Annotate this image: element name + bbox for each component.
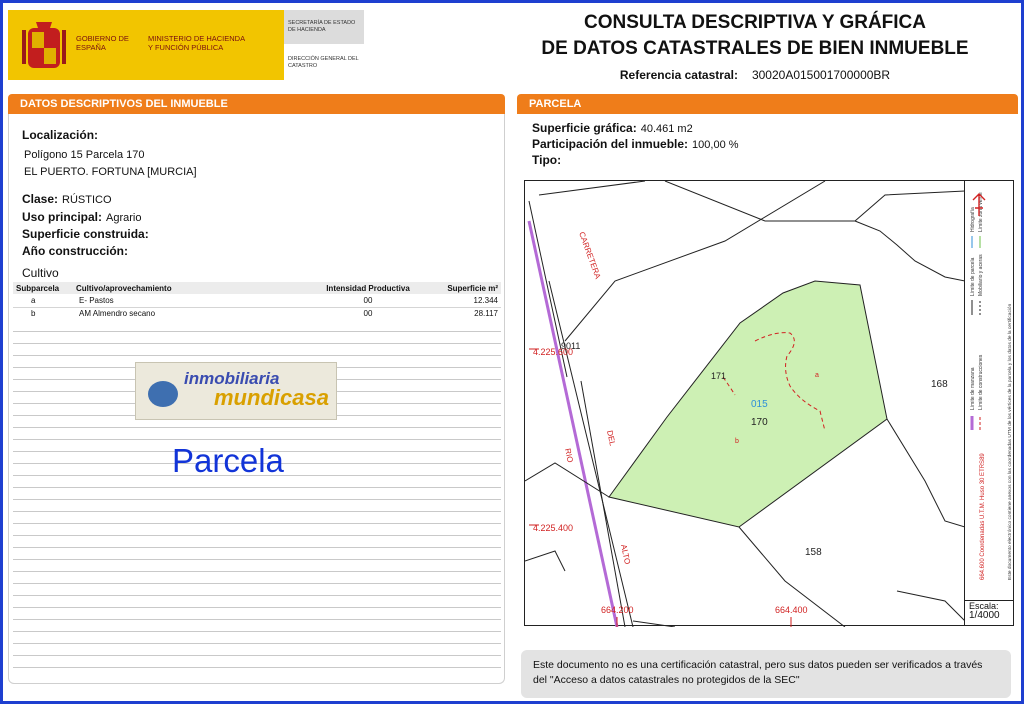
- parcel-boundary: [897, 591, 965, 621]
- secretaria-name: SECRETARÍA DE ESTADO DE HACIENDA: [288, 20, 356, 33]
- coat-of-arms-icon: [22, 20, 66, 72]
- localizacion-label: Localización:: [22, 128, 99, 142]
- cell-cultivo: AM Almendro secano: [73, 307, 318, 320]
- parcel-boundary: [633, 621, 675, 627]
- col-subparcela: Subparcela: [13, 282, 73, 294]
- parcel-boundary: [887, 419, 965, 527]
- label-coord-x2: 664.400: [775, 605, 808, 615]
- government-logo-block: [8, 10, 364, 80]
- scale-value: 1/4000: [969, 610, 1000, 621]
- page-title: [520, 10, 990, 62]
- table-row: [13, 307, 501, 320]
- legend-item: Mobiliario y aceras: [978, 254, 984, 296]
- superficie-grafica-row: [532, 121, 693, 135]
- cultivo-table: [13, 282, 501, 321]
- label-sub-b: b: [735, 438, 739, 445]
- label-158: 158: [805, 547, 822, 558]
- direccion-name: DIRECCIÓN GENERAL DEL CATASTRO: [288, 56, 359, 69]
- label-sub-a: a: [815, 372, 819, 379]
- label-168: 168: [931, 379, 948, 390]
- parcel-boundary: [855, 221, 965, 281]
- uso-value: Agrario: [106, 212, 142, 224]
- participacion-value: 100,00 %: [692, 139, 739, 151]
- disclaimer-note: Este documento no es una certificación catastral, pero sus datos pueden ser verificados a través del "Acceso a datos catastrales no protegidos de la SEC": [521, 650, 1011, 698]
- logo-text-2: mundicasa: [214, 385, 329, 410]
- tipo-label: Tipo:: [532, 153, 562, 167]
- label-9011: 9011: [561, 341, 581, 351]
- cell-intensidad: 00: [318, 307, 418, 320]
- table-row: [13, 294, 501, 307]
- table-header-row: [13, 282, 501, 294]
- col-superficie: Superficie m²: [418, 282, 501, 294]
- parcel-boundary: [525, 551, 565, 571]
- localizacion-line-1: Polígono 15 Parcela 170: [24, 149, 145, 161]
- clase-label: Clase:: [22, 192, 59, 206]
- label-rio: RIO: [563, 447, 575, 464]
- col-intensidad: Intensidad Productiva: [318, 282, 418, 294]
- cell-intensidad: 00: [318, 294, 418, 307]
- map-legend: [964, 180, 1014, 600]
- cadastral-map: [524, 180, 1014, 626]
- label-alto: ALTO: [619, 543, 633, 566]
- map-scale: [964, 600, 1014, 626]
- scale-label: Escala:: [969, 601, 999, 611]
- referencia-catastral: [520, 68, 990, 82]
- legend-item: Límite de manzana: [970, 367, 976, 410]
- label-carretera: CARRETERA: [577, 230, 603, 281]
- label-015: 015: [751, 399, 768, 410]
- label-coord-y1: 4.225.600: [533, 347, 574, 357]
- parcel-170-shape: [609, 281, 887, 527]
- legend-item: Límite de parcela: [970, 257, 976, 296]
- uso-row: [22, 210, 141, 224]
- label-coord-x1: 664.200: [601, 605, 634, 615]
- cell-superficie: 12.344: [418, 294, 501, 307]
- legend-coord-text: 664.600 Coordenadas U.T.M. Huso 30 ETRS89: [980, 453, 986, 580]
- legend-item: Hidrografía: [970, 207, 976, 232]
- gov-name: GOBIERNO DE ESPAÑA: [76, 34, 129, 52]
- title-line-2: DE DATOS CATASTRALES DE BIEN INMUEBLE: [541, 38, 969, 59]
- globe-icon: [148, 381, 178, 407]
- superficie-construida-label: Superficie construida:: [22, 227, 149, 241]
- cell-cultivo: E- Pastos: [73, 294, 318, 307]
- label-del: DEL: [605, 429, 618, 447]
- legend-drawing: [965, 180, 1015, 600]
- participacion-label: Participación del inmueble:: [532, 137, 689, 151]
- ref-value: 30020A015001700000BR: [751, 68, 891, 82]
- map-drawing: [525, 181, 965, 627]
- road-edge-line: [549, 281, 633, 627]
- cell-subparcela: b: [13, 307, 73, 320]
- legend-item: Límite zona verde: [978, 192, 984, 232]
- anio-construccion-label: Año construcción:: [22, 244, 129, 258]
- title-line-1: CONSULTA DESCRIPTIVA Y GRÁFICA: [583, 12, 927, 33]
- superficie-grafica-label: Superficie gráfica:: [532, 121, 637, 135]
- uso-label: Uso principal:: [22, 210, 103, 224]
- watermark-logo: [135, 362, 337, 420]
- panel-heading-datos: DATOS DESCRIPTIVOS DEL INMUEBLE: [8, 94, 505, 114]
- panel-heading-parcela: PARCELA: [517, 94, 1018, 114]
- label-171: 171: [711, 371, 727, 381]
- participacion-row: [532, 137, 739, 151]
- ministry-name: MINISTERIO DE HACIENDA Y FUNCIÓN PÚBLICA: [148, 34, 245, 52]
- legend-item: Límite de construcciones: [978, 354, 984, 410]
- label-170: 170: [751, 417, 768, 428]
- ref-label: Referencia catastral:: [619, 68, 738, 82]
- cell-subparcela: a: [13, 294, 73, 307]
- cultivo-label: Cultivo: [22, 266, 59, 280]
- cell-superficie: 28.117: [418, 307, 501, 320]
- clase-value: RÚSTICO: [62, 194, 112, 206]
- road-boundary-line: [529, 221, 617, 627]
- clase-row: [22, 192, 112, 206]
- col-cultivo: Cultivo/aprovechamiento: [73, 282, 318, 294]
- superficie-grafica-value: 40.461 m2: [640, 123, 693, 135]
- road-edge-line: [581, 381, 625, 627]
- logo-text-1: inmobiliaria: [184, 369, 280, 388]
- parcela-overlay-text: Parcela: [172, 442, 284, 479]
- label-coord-y2: 4.225.400: [533, 523, 574, 533]
- legend-note: Este documento electrónico contiene anexos con las coordenadas UTM de los vértices de la parcela y los datos de la certificación: [1008, 303, 1013, 580]
- localizacion-line-2: EL PUERTO. FORTUNA [MURCIA]: [24, 166, 197, 178]
- parcel-boundary: [539, 181, 645, 195]
